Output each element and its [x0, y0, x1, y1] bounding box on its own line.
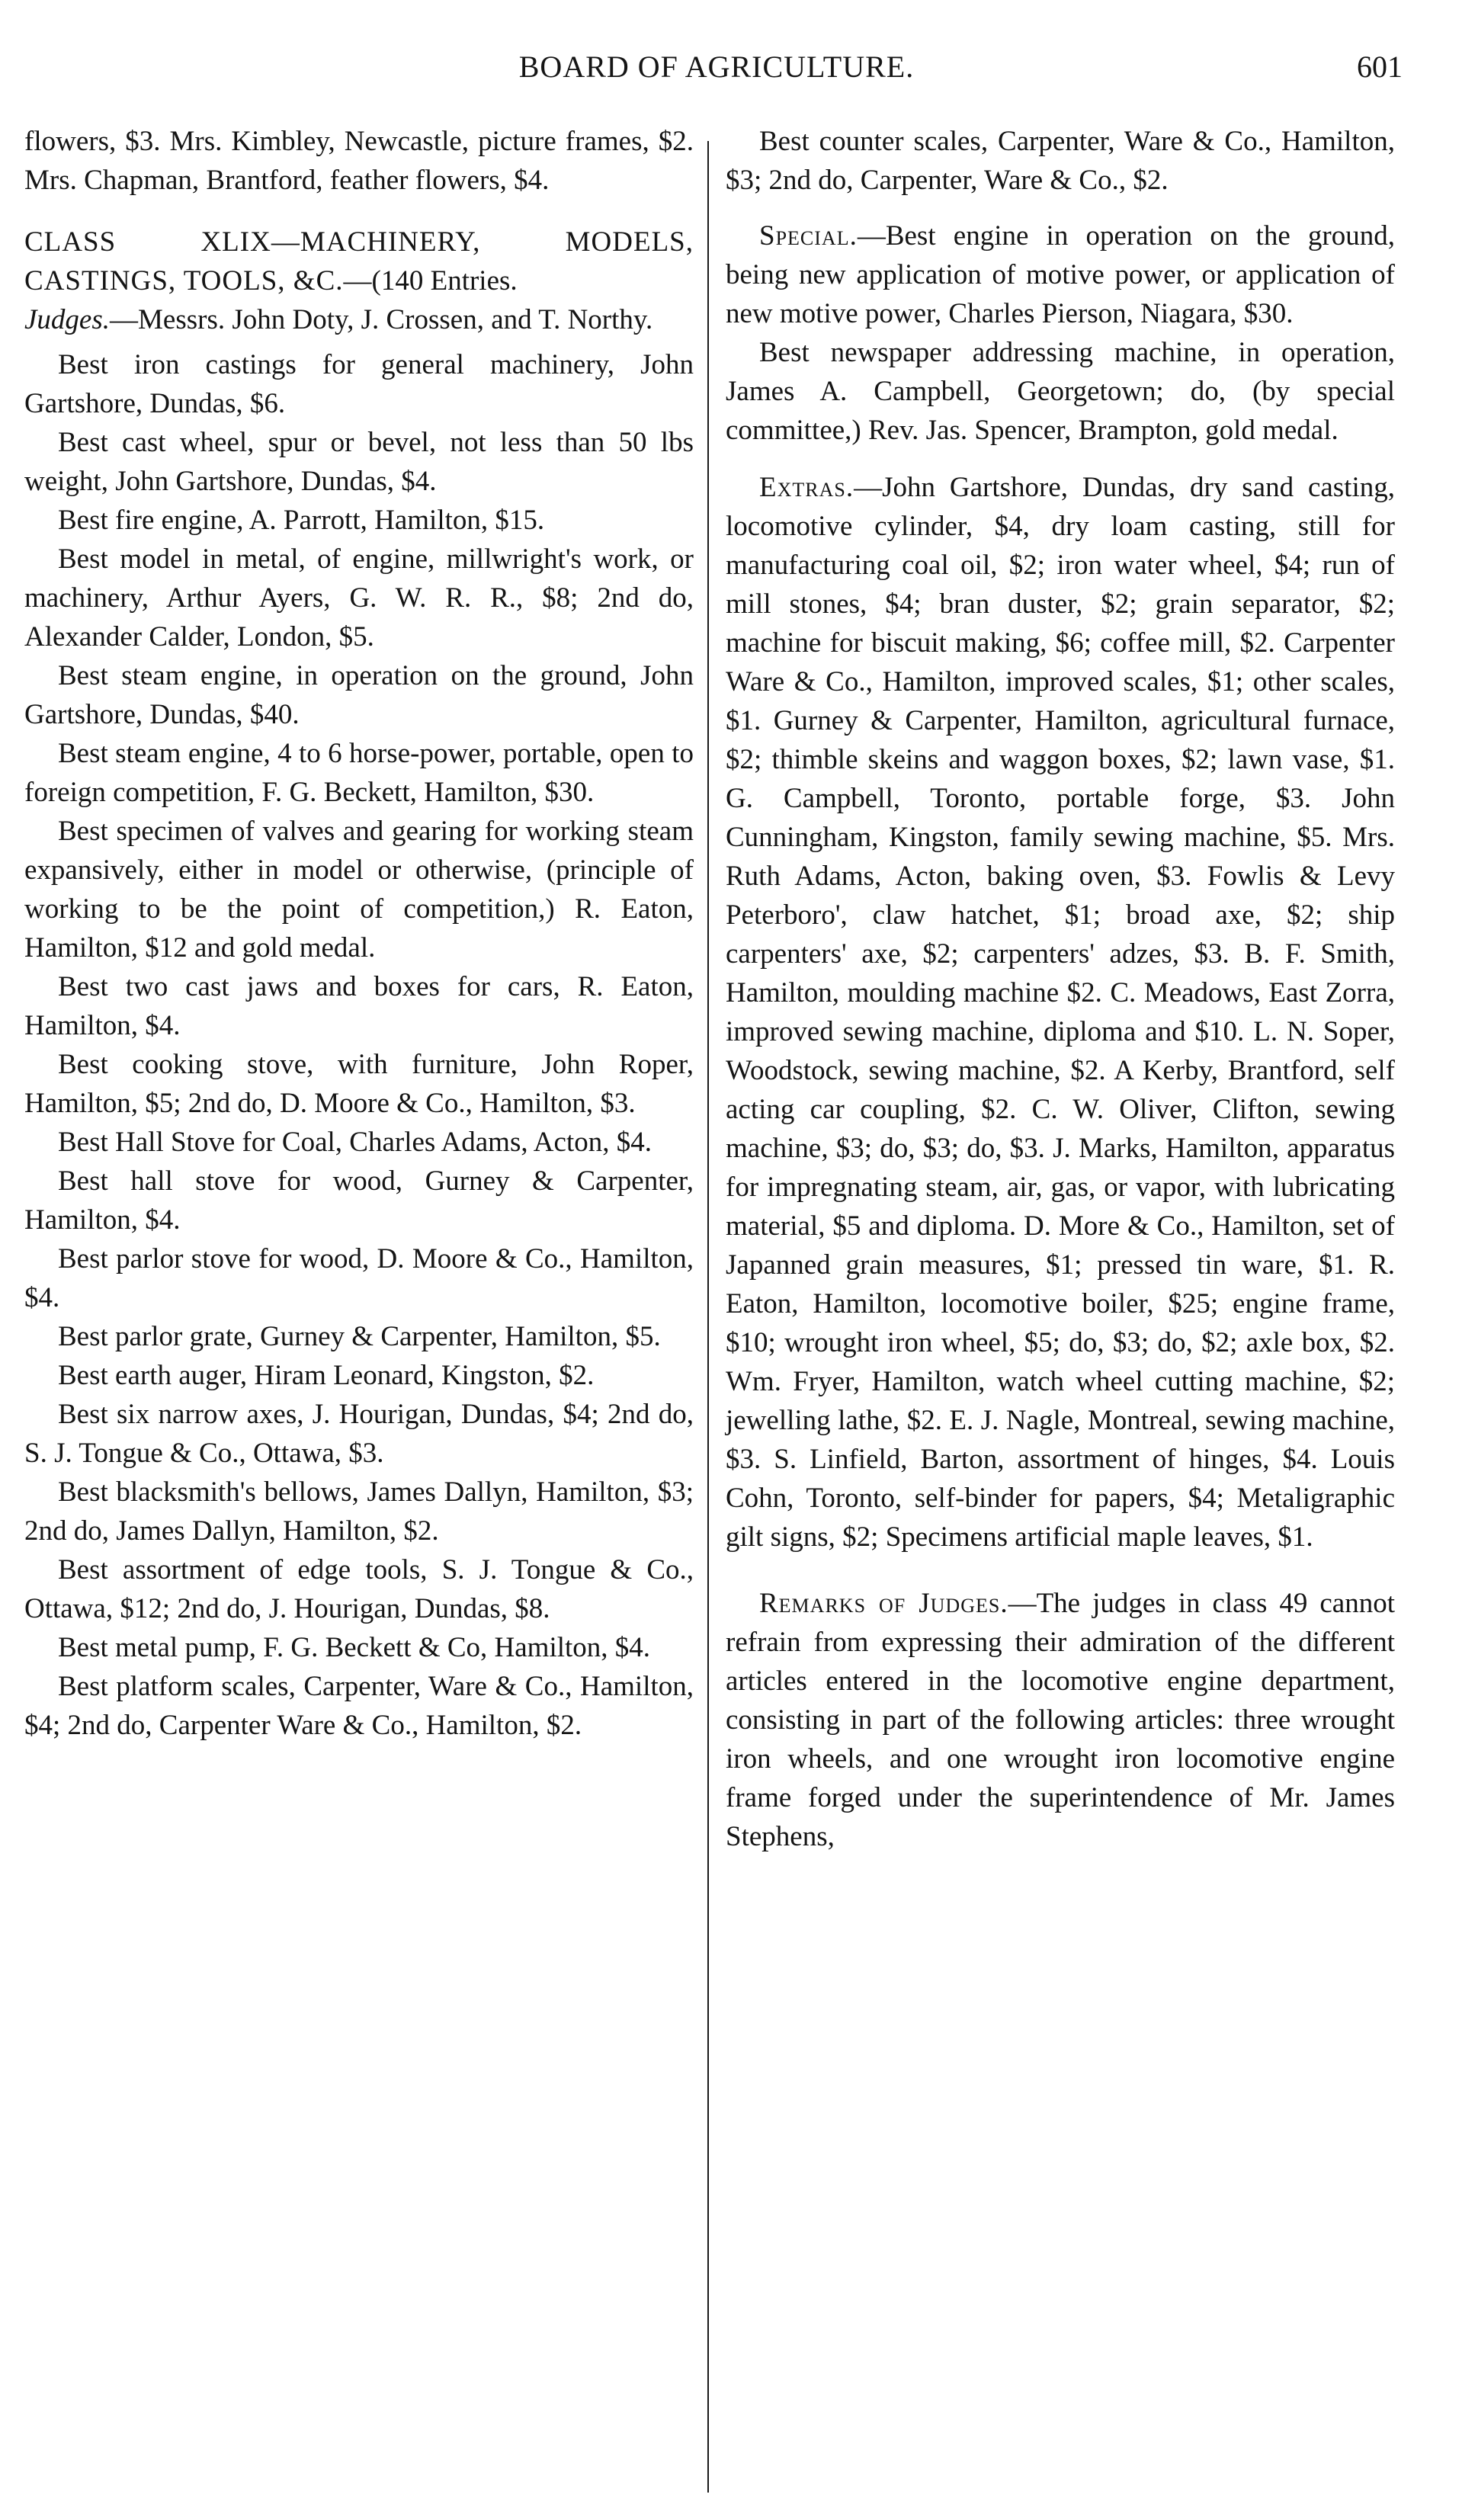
counter-scales-paragraph: Best counter scales, Carpenter, Ware & Co., Hamilton, $3; 2nd do, Carpenter, Ware & Co., $2. [726, 126, 1395, 196]
award-entry: Best steam engine, 4 to 6 horse-power, portable, open to foreign competition, F. G. Beckett, Hamilton, $30. [24, 738, 694, 808]
left-column [24, 122, 694, 1745]
award-entry: Best Hall Stove for Coal, Charles Adams, Acton, $4. [58, 1127, 652, 1158]
special-text: —Best engine in operation on the ground, being new application of motive power, or application of new motive power, Charles Pierson, Niagara, $30. [726, 220, 1395, 329]
award-entry: Best earth auger, Hiram Leonard, Kingston, $2. [58, 1360, 595, 1391]
continuation-paragraph: flowers, $3. Mrs. Kimbley, Newcastle, picture frames, $2. Mrs. Chapman, Brantford, feather flowers, $4. [24, 126, 694, 196]
award-entry: Best specimen of valves and gearing for working steam expansively, either in model or otherwise, (principle of working to be the point of competition,) R. Eaton, Hamilton, $12 and gold medal. [24, 816, 694, 963]
award-entry: Best hall stove for wood, Gurney & Carpenter, Hamilton, $4. [24, 1165, 694, 1236]
award-entry: Best parlor grate, Gurney & Carpenter, Hamilton, $5. [58, 1321, 661, 1352]
extras-text: —John Gartshore, Dundas, dry sand casting, locomotive cylinder, $4, dry loam casting, still for manufacturing coal oil, $2; iron water wheel, $4; run of mill stones, $4; bran duster, $2; grain separator, $2; machine for biscuit making, $6; coffee mill, $2. Carpenter Ware & Co., Hamilton, improved scales, $1; other scales, $1. Gurney & Carpenter, Hamilton, agricultural furnace, $2; thimble skeins and waggon boxes, $2; lawn vase, $1. G. Campbell, Toronto, portable forge, $3. John Cunningham, Kingston, family sewing machine, $5. Mrs. Ruth Adams, Acton, baking oven, $3. Fowlis & Levy Peterboro', claw hatchet, $1; broad axe, $2; ship carpenters' axe, $2; carpenters' adzes, $3. B. F. Smith, Hamilton, moulding machine $2. C. Meadows, East Zorra, improved sewing machine, diploma and $10. L. N. Soper, Woodstock, sewing machine, $2. A Kerby, Brantford, self acting car coupling, $2. C. W. Oliver, Clifton, sewing machine, $3; do, $3; do, $3. J. Marks, Hamilton, apparatus for impregnating steam, air, gas, or vapor, with lubricating material, $5 and diploma. D. More & Co., Hamilton, set of Japanned grain measures, $1; pressed tin ware, $1. R. Eaton, Hamilton, locomotive boiler, $25; engine frame, $10; wrought iron wheel, $5; do, $3; do, $2; axle box, $2. Wm. Fryer, Hamilton, watch wheel cutting machine, $2; jewelling lathe, $2. E. J. Nagle, Montreal, sewing machine, $3. S. Linfield, Barton, assortment of hinges, $4. Louis Cohn, Toronto, self-binder for papers, $4; Metaligraphic gilt signs, $2; Specimens artificial maple leaves, $1. [726, 472, 1395, 1553]
judges-text: —Messrs. John Doty, J. Crossen, and T. Northy. [110, 304, 653, 335]
running-header [30, 46, 1403, 91]
award-entry: Best cooking stove, with furniture, John Roper, Hamilton, $5; 2nd do, D. Moore & Co., Hamilton, $3. [24, 1049, 694, 1119]
award-entry: Best blacksmith's bellows, James Dallyn, Hamilton, $3; 2nd do, James Dallyn, Hamilton, $2. [24, 1476, 694, 1547]
award-entry: Best fire engine, A. Parrott, Hamilton, $15. [58, 505, 545, 536]
award-entry: Best model in metal, of engine, millwright's work, or machinery, Arthur Ayers, G. W. R. R., $8; 2nd do, Alexander Calder, London, $5. [24, 543, 694, 652]
award-entry: Best parlor stove for wood, D. Moore & Co., Hamilton, $4. [24, 1243, 694, 1313]
award-entry: Best iron castings for general machinery, John Gartshore, Dundas, $6. [24, 349, 694, 419]
award-entry: Best platform scales, Carpenter, Ware & Co., Hamilton, $4; 2nd do, Carpenter Ware & Co., Hamilton, $2. [24, 1671, 694, 1741]
award-entry: Best assortment of edge tools, S. J. Tongue & Co., Ottawa, $12; 2nd do, J. Hourigan, Dundas, $8. [24, 1554, 694, 1624]
column-divider [707, 141, 709, 2493]
class-heading-entries: —(140 Entries. [343, 265, 518, 297]
judges-paragraph [24, 300, 694, 339]
award-entry: Best steam engine, in operation on the ground, John Gartshore, Dundas, $40. [24, 660, 694, 730]
award-entry: Best six narrow axes, J. Hourigan, Dundas, $4; 2nd do, S. J. Tongue & Co., Ottawa, $3. [24, 1399, 694, 1469]
extras-label: Extras. [759, 472, 854, 503]
award-entry: Best cast wheel, spur or bevel, not less than 50 lbs weight, John Gartshore, Dundas, $4. [24, 427, 694, 497]
remarks-label: Remarks of Judges. [759, 1588, 1008, 1619]
right-column [726, 122, 1395, 1856]
page-number: 601 [1357, 50, 1403, 84]
page-title: BOARD OF AGRICULTURE. [518, 50, 915, 84]
award-entry: Best metal pump, F. G. Beckett & Co, Hamilton, $4. [58, 1632, 651, 1663]
class-heading-title: CLASS XLIX—MACHINERY, MODELS, CASTINGS, TOOLS, &C. [24, 226, 694, 297]
remarks-paragraph [726, 1584, 1395, 1856]
class-heading [24, 223, 694, 300]
award-list [24, 345, 694, 1745]
extras-paragraph [726, 468, 1395, 1557]
special-paragraph [726, 216, 1395, 333]
award-entry: Best two cast jaws and boxes for cars, R. Eaton, Hamilton, $4. [24, 971, 694, 1041]
newspaper-machine-paragraph: Best newspaper addressing machine, in operation, James A. Campbell, Georgetown; do, (by special committee,) Rev. Jas. Spencer, Brampton, gold medal. [726, 337, 1395, 446]
remarks-text: —The judges in class 49 cannot refrain from expressing their admiration of the different articles entered in the locomotive engine department, consisting in part of the following articles: three wrought iron wheels, and one wrought iron locomotive engine frame forged under the superintendence of Mr. James Stephens, [726, 1588, 1395, 1852]
judges-label: Judges. [24, 304, 110, 335]
special-label: Special. [759, 220, 858, 252]
